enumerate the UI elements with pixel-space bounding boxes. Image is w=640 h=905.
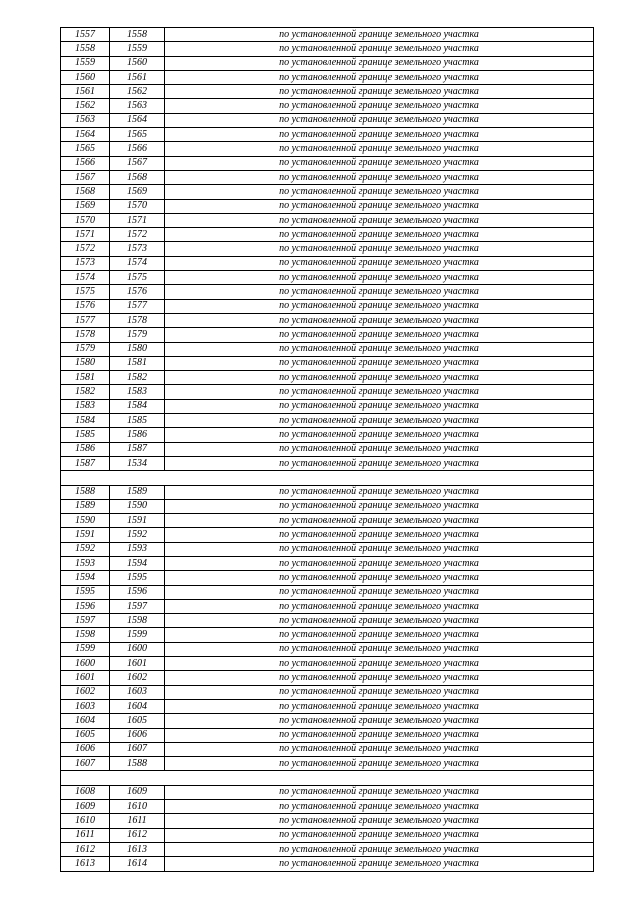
to-point-cell: 1611 (110, 814, 165, 828)
boundary-description-cell: по установленной границе земельного участка (165, 285, 594, 299)
table-row (61, 156, 594, 170)
from-point-cell: 1579 (61, 342, 110, 356)
to-point-cell: 1561 (110, 70, 165, 84)
table-row (61, 199, 594, 213)
from-point-cell: 1602 (61, 685, 110, 699)
table-row (61, 499, 594, 513)
table-row (61, 342, 594, 356)
to-point-cell: 1588 (110, 757, 165, 771)
to-point-cell: 1575 (110, 271, 165, 285)
boundary-description-cell: по установленной границе земельного участка (165, 528, 594, 542)
from-point-cell: 1561 (61, 85, 110, 99)
to-point-cell: 1577 (110, 299, 165, 313)
boundary-description-cell: по установленной границе земельного участка (165, 28, 594, 42)
boundary-description-cell: по установленной границе земельного участка (165, 242, 594, 256)
from-point-cell: 1605 (61, 728, 110, 742)
from-point-cell: 1610 (61, 814, 110, 828)
boundary-description-cell: по установленной границе земельного участка (165, 142, 594, 156)
to-point-cell: 1599 (110, 628, 165, 642)
boundary-description-cell: по установленной границе земельного участка (165, 271, 594, 285)
from-point-cell: 1573 (61, 256, 110, 270)
table-row (61, 385, 594, 399)
to-point-cell: 1581 (110, 356, 165, 370)
to-point-cell: 1592 (110, 528, 165, 542)
boundary-description-cell: по установленной границе земельного участка (165, 542, 594, 556)
table-row (61, 714, 594, 728)
from-point-cell: 1583 (61, 399, 110, 413)
table-row (61, 828, 594, 842)
table-row (61, 456, 594, 470)
boundary-description-cell: по установленной границе земельного участка (165, 456, 594, 470)
table-row (61, 642, 594, 656)
boundary-description-cell: по установленной границе земельного участка (165, 256, 594, 270)
from-point-cell: 1597 (61, 614, 110, 628)
table-row (61, 70, 594, 84)
to-point-cell: 1606 (110, 728, 165, 742)
to-point-cell: 1579 (110, 328, 165, 342)
to-point-cell: 1601 (110, 657, 165, 671)
boundary-description-cell: по установленной границе земельного участка (165, 170, 594, 184)
boundary-description-cell: по установленной границе земельного участка (165, 414, 594, 428)
table-row (61, 428, 594, 442)
from-point-cell: 1569 (61, 199, 110, 213)
table-row (61, 113, 594, 127)
to-point-cell: 1576 (110, 285, 165, 299)
to-point-cell: 1603 (110, 685, 165, 699)
to-point-cell: 1598 (110, 614, 165, 628)
from-point-cell: 1582 (61, 385, 110, 399)
boundary-description-cell: по установленной границе земельного участка (165, 213, 594, 227)
table-row (61, 414, 594, 428)
boundary-description-cell: по установленной границе земельного участка (165, 642, 594, 656)
from-point-cell: 1604 (61, 714, 110, 728)
from-point-cell: 1575 (61, 285, 110, 299)
to-point-cell: 1597 (110, 599, 165, 613)
boundary-description-cell: по установленной границе земельного участка (165, 342, 594, 356)
to-point-cell: 1604 (110, 699, 165, 713)
to-point-cell: 1585 (110, 414, 165, 428)
to-point-cell: 1586 (110, 428, 165, 442)
from-point-cell: 1611 (61, 828, 110, 842)
to-point-cell: 1590 (110, 499, 165, 513)
table-row (61, 271, 594, 285)
to-point-cell: 1574 (110, 256, 165, 270)
table-row (61, 628, 594, 642)
table-row (61, 556, 594, 570)
from-point-cell: 1613 (61, 857, 110, 871)
boundary-description-cell: по установленной границе земельного участка (165, 399, 594, 413)
from-point-cell: 1609 (61, 800, 110, 814)
boundary-description-cell: по установленной границе земельного участка (165, 814, 594, 828)
from-point-cell: 1592 (61, 542, 110, 556)
to-point-cell: 1607 (110, 742, 165, 756)
boundary-description-cell: по установленной границе земельного участка (165, 657, 594, 671)
from-point-cell: 1607 (61, 757, 110, 771)
boundary-description-cell: по установленной границе земельного участка (165, 299, 594, 313)
table-row (61, 328, 594, 342)
table-row (61, 728, 594, 742)
table-row (61, 99, 594, 113)
group-separator-cell (61, 471, 594, 485)
boundary-description-cell: по установленной границе земельного участка (165, 428, 594, 442)
table-row (61, 213, 594, 227)
to-point-cell: 1602 (110, 671, 165, 685)
boundary-description-cell: по установленной границе земельного участка (165, 785, 594, 799)
to-point-cell: 1610 (110, 800, 165, 814)
boundary-description-cell: по установленной границе земельного участка (165, 599, 594, 613)
table-row (61, 485, 594, 499)
to-point-cell: 1578 (110, 313, 165, 327)
table-row (61, 399, 594, 413)
boundary-description-cell: по установленной границе земельного участка (165, 328, 594, 342)
table-row (61, 242, 594, 256)
boundary-description-cell: по установленной границе земельного участка (165, 356, 594, 370)
table-row (61, 657, 594, 671)
from-point-cell: 1589 (61, 499, 110, 513)
table-row (61, 56, 594, 70)
boundary-description-cell: по установленной границе земельного участка (165, 113, 594, 127)
table-row (61, 542, 594, 556)
from-point-cell: 1608 (61, 785, 110, 799)
to-point-cell: 1573 (110, 242, 165, 256)
from-point-cell: 1578 (61, 328, 110, 342)
from-point-cell: 1588 (61, 485, 110, 499)
from-point-cell: 1580 (61, 356, 110, 370)
table-row (61, 313, 594, 327)
from-point-cell: 1585 (61, 428, 110, 442)
from-point-cell: 1562 (61, 99, 110, 113)
boundary-description-cell: по установленной границе земельного участка (165, 514, 594, 528)
boundary-description-cell: по установленной границе земельного участка (165, 628, 594, 642)
group-separator-cell (61, 771, 594, 785)
boundary-description-cell: по установленной границе земельного участка (165, 42, 594, 56)
to-point-cell: 1565 (110, 128, 165, 142)
boundary-description-cell: по установленной границе земельного участка (165, 800, 594, 814)
from-point-cell: 1599 (61, 642, 110, 656)
table-row (61, 228, 594, 242)
table-row (61, 671, 594, 685)
boundary-description-cell: по установленной границе земельного участка (165, 313, 594, 327)
to-point-cell: 1559 (110, 42, 165, 56)
to-point-cell: 1591 (110, 514, 165, 528)
boundary-description-cell: по установленной границе земельного участка (165, 156, 594, 170)
boundary-description-cell: по установленной границе земельного участка (165, 499, 594, 513)
group-separator-row (61, 471, 594, 485)
table-row (61, 742, 594, 756)
table-row (61, 614, 594, 628)
to-point-cell: 1600 (110, 642, 165, 656)
table-row (61, 356, 594, 370)
boundary-description-cell: по установленной границе земельного участка (165, 757, 594, 771)
from-point-cell: 1600 (61, 657, 110, 671)
table-row (61, 442, 594, 456)
boundary-description-cell: по установленной границе земельного участка (165, 828, 594, 842)
boundary-description-cell: по установленной границе земельного участка (165, 199, 594, 213)
from-point-cell: 1565 (61, 142, 110, 156)
table-row (61, 299, 594, 313)
boundary-description-cell: по установленной границе земельного участка (165, 70, 594, 84)
boundary-description-cell: по установленной границе земельного участка (165, 128, 594, 142)
from-point-cell: 1603 (61, 699, 110, 713)
table-row (61, 142, 594, 156)
table-row (61, 857, 594, 871)
from-point-cell: 1570 (61, 213, 110, 227)
boundary-description-cell: по установленной границе земельного участка (165, 485, 594, 499)
from-point-cell: 1598 (61, 628, 110, 642)
boundary-description-cell: по установленной границе земельного участка (165, 371, 594, 385)
table-row (61, 514, 594, 528)
table-row (61, 528, 594, 542)
boundary-description-cell: по установленной границе земельного участка (165, 185, 594, 199)
table-row (61, 85, 594, 99)
group-separator-row (61, 771, 594, 785)
table-row (61, 814, 594, 828)
from-point-cell: 1612 (61, 842, 110, 856)
boundary-description-cell: по установленной границе земельного участка (165, 685, 594, 699)
boundary-description-cell: по установленной границе земельного участка (165, 442, 594, 456)
from-point-cell: 1563 (61, 113, 110, 127)
table-row (61, 28, 594, 42)
boundary-points-table-body (61, 28, 594, 872)
to-point-cell: 1560 (110, 56, 165, 70)
from-point-cell: 1601 (61, 671, 110, 685)
to-point-cell: 1589 (110, 485, 165, 499)
table-row (61, 800, 594, 814)
to-point-cell: 1534 (110, 456, 165, 470)
from-point-cell: 1558 (61, 42, 110, 56)
to-point-cell: 1580 (110, 342, 165, 356)
table-row (61, 685, 594, 699)
boundary-points-table (60, 27, 594, 872)
to-point-cell: 1587 (110, 442, 165, 456)
to-point-cell: 1564 (110, 113, 165, 127)
from-point-cell: 1596 (61, 599, 110, 613)
table-row (61, 699, 594, 713)
table-row (61, 599, 594, 613)
table-row (61, 371, 594, 385)
to-point-cell: 1594 (110, 556, 165, 570)
from-point-cell: 1587 (61, 456, 110, 470)
to-point-cell: 1563 (110, 99, 165, 113)
boundary-description-cell: по установленной границе земельного участка (165, 714, 594, 728)
to-point-cell: 1596 (110, 585, 165, 599)
table-row (61, 785, 594, 799)
from-point-cell: 1576 (61, 299, 110, 313)
from-point-cell: 1559 (61, 56, 110, 70)
to-point-cell: 1582 (110, 371, 165, 385)
table-row (61, 256, 594, 270)
to-point-cell: 1566 (110, 142, 165, 156)
from-point-cell: 1560 (61, 70, 110, 84)
boundary-description-cell: по установленной границе земельного участка (165, 228, 594, 242)
table-row (61, 42, 594, 56)
boundary-description-cell: по установленной границе земельного участка (165, 842, 594, 856)
table-row (61, 571, 594, 585)
to-point-cell: 1558 (110, 28, 165, 42)
to-point-cell: 1583 (110, 385, 165, 399)
boundary-description-cell: по установленной границе земельного участка (165, 385, 594, 399)
boundary-description-cell: по установленной границе земельного участка (165, 699, 594, 713)
from-point-cell: 1591 (61, 528, 110, 542)
from-point-cell: 1593 (61, 556, 110, 570)
boundary-description-cell: по установленной границе земельного участка (165, 857, 594, 871)
from-point-cell: 1584 (61, 414, 110, 428)
table-row (61, 185, 594, 199)
to-point-cell: 1572 (110, 228, 165, 242)
to-point-cell: 1612 (110, 828, 165, 842)
to-point-cell: 1595 (110, 571, 165, 585)
table-row (61, 170, 594, 184)
boundary-description-cell: по установленной границе земельного участка (165, 585, 594, 599)
from-point-cell: 1568 (61, 185, 110, 199)
from-point-cell: 1586 (61, 442, 110, 456)
to-point-cell: 1593 (110, 542, 165, 556)
document-page (60, 27, 594, 872)
to-point-cell: 1567 (110, 156, 165, 170)
from-point-cell: 1577 (61, 313, 110, 327)
from-point-cell: 1590 (61, 514, 110, 528)
from-point-cell: 1595 (61, 585, 110, 599)
to-point-cell: 1562 (110, 85, 165, 99)
from-point-cell: 1566 (61, 156, 110, 170)
from-point-cell: 1594 (61, 571, 110, 585)
boundary-description-cell: по установленной границе земельного участка (165, 671, 594, 685)
boundary-description-cell: по установленной границе земельного участка (165, 99, 594, 113)
from-point-cell: 1567 (61, 170, 110, 184)
from-point-cell: 1571 (61, 228, 110, 242)
table-row (61, 128, 594, 142)
to-point-cell: 1584 (110, 399, 165, 413)
boundary-description-cell: по установленной границе земельного участка (165, 56, 594, 70)
to-point-cell: 1613 (110, 842, 165, 856)
to-point-cell: 1571 (110, 213, 165, 227)
to-point-cell: 1568 (110, 170, 165, 184)
boundary-description-cell: по установленной границе земельного участка (165, 614, 594, 628)
boundary-description-cell: по установленной границе земельного участка (165, 728, 594, 742)
boundary-description-cell: по установленной границе земельного участка (165, 571, 594, 585)
boundary-description-cell: по установленной границе земельного участка (165, 85, 594, 99)
from-point-cell: 1564 (61, 128, 110, 142)
table-row (61, 585, 594, 599)
to-point-cell: 1605 (110, 714, 165, 728)
from-point-cell: 1606 (61, 742, 110, 756)
boundary-description-cell: по установленной границе земельного участка (165, 742, 594, 756)
to-point-cell: 1609 (110, 785, 165, 799)
from-point-cell: 1557 (61, 28, 110, 42)
table-row (61, 285, 594, 299)
table-row (61, 757, 594, 771)
to-point-cell: 1614 (110, 857, 165, 871)
from-point-cell: 1581 (61, 371, 110, 385)
to-point-cell: 1570 (110, 199, 165, 213)
boundary-description-cell: по установленной границе земельного участка (165, 556, 594, 570)
from-point-cell: 1572 (61, 242, 110, 256)
from-point-cell: 1574 (61, 271, 110, 285)
to-point-cell: 1569 (110, 185, 165, 199)
table-row (61, 842, 594, 856)
